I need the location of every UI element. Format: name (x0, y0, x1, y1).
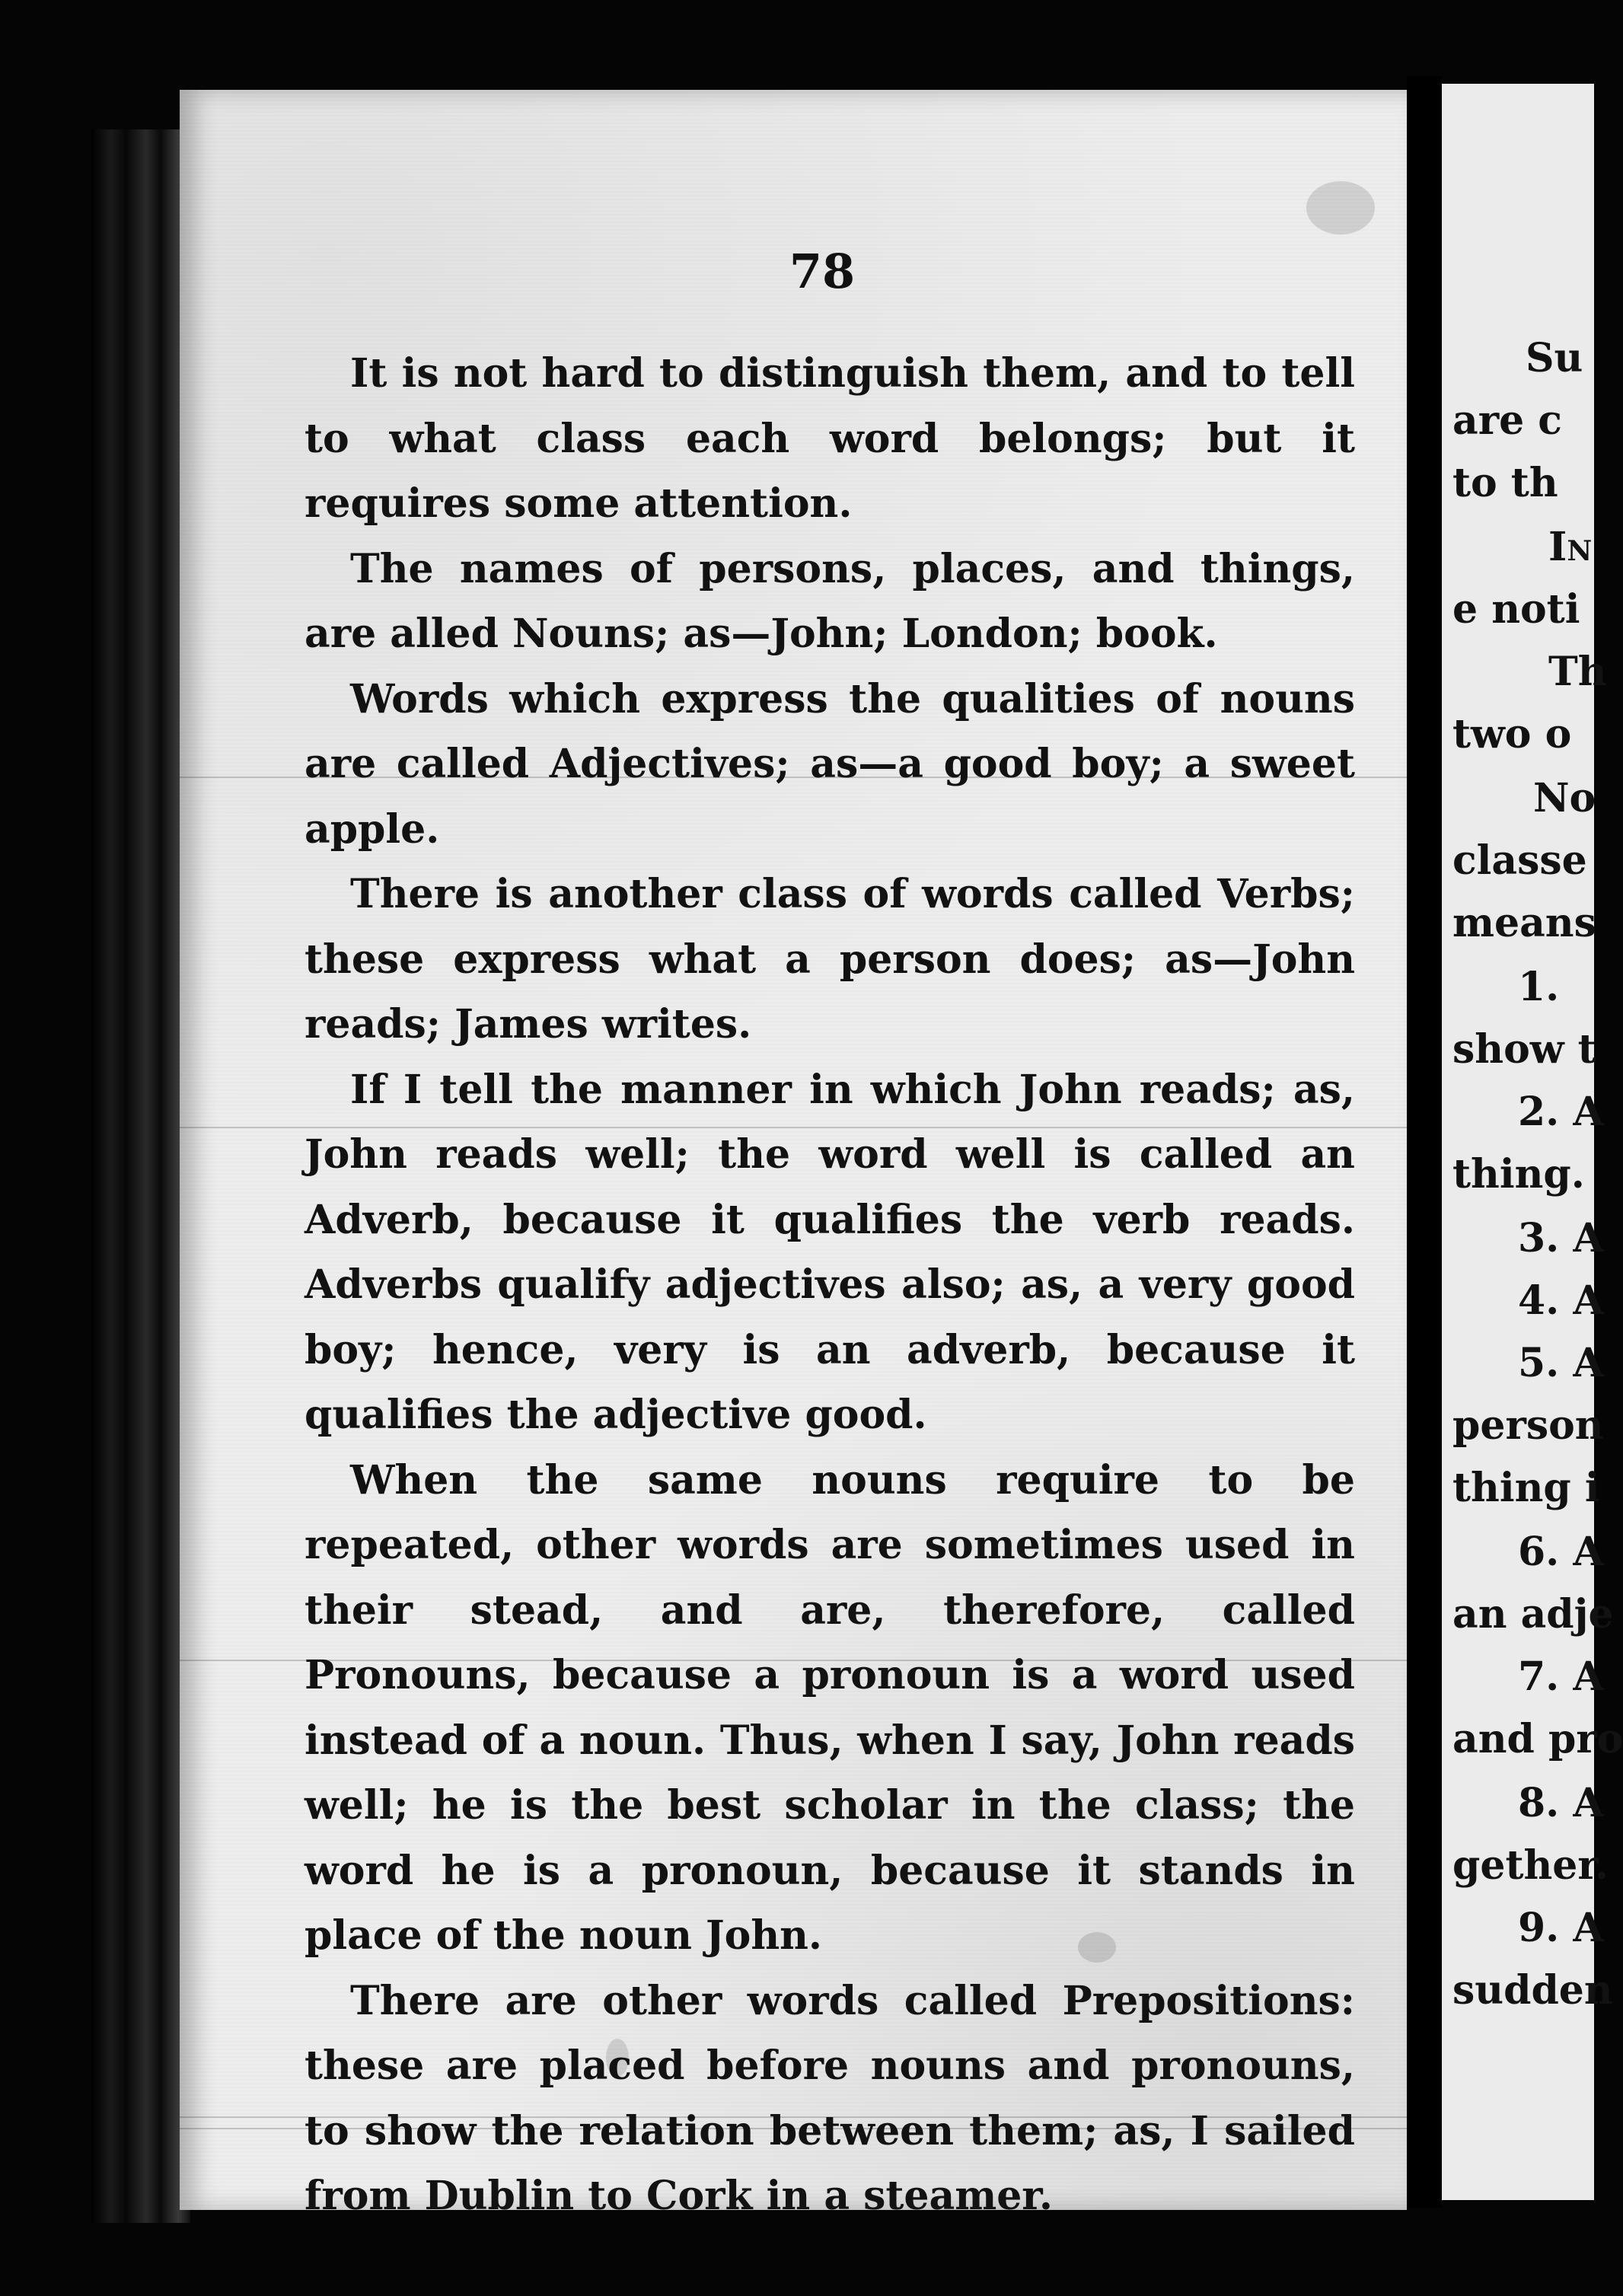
right-page-line: gether. (1452, 1842, 1609, 1889)
right-page-line: 5. A (1518, 1340, 1604, 1386)
right-page-line: and pro (1452, 1716, 1623, 1762)
right-page-line: 2. A (1518, 1089, 1604, 1135)
page-body-text (305, 341, 1355, 2229)
right-page-line: thing. (1452, 1151, 1585, 1197)
right-page-line: thing i (1452, 1465, 1600, 1511)
paragraph: There is another class of words called Verbs; these express what a person does; as—John reads; James writes. (305, 871, 1355, 1048)
paragraph: If I tell the manner in which John reads; as, John reads well; the word well is called an Adverb, because it qualifies the verb reads. Adverbs qualify adjectives also; as, a very good boy; hence, very is an adverb, because it qualifies the adjective good. (305, 1066, 1355, 1438)
book-binding (91, 129, 190, 2223)
right-page-partial (1442, 84, 1623, 2200)
page-number: 78 (789, 244, 856, 299)
right-page-line: Su (1526, 335, 1583, 381)
right-page-line: 8. A (1518, 1780, 1604, 1826)
right-page-line: Th (1548, 649, 1607, 695)
right-page-line: means (1452, 900, 1596, 946)
right-page-line: 4. A (1518, 1277, 1604, 1324)
right-page-line: person (1452, 1402, 1604, 1449)
right-page-line: classe (1452, 837, 1587, 884)
right-page-line: 7. A (1518, 1653, 1604, 1700)
right-page-line: 6. A (1518, 1529, 1604, 1575)
right-page-line: are c (1452, 397, 1562, 444)
right-page-line: show t (1452, 1026, 1596, 1073)
right-page-line: to th (1452, 460, 1558, 506)
paragraph: When the same nouns require to be repeated, other words are sometimes used in their stead, and are, therefore, called Pronouns, because a pronoun is a word used instead of a noun. Thus, when I say, John reads well; he is the best scholar in the class; the word he is a pronoun, because it stands in place of the noun John. (305, 1456, 1355, 1959)
right-page-line: 3. A (1518, 1215, 1604, 1261)
page-gutter (1407, 76, 1442, 2208)
right-page-line: sudden (1452, 1967, 1613, 2014)
paragraph: The names of persons, places, and things, are alled Nouns; as—John; London; book. (305, 545, 1355, 657)
right-page-line: No (1533, 775, 1596, 821)
paragraph: Words which express the qualities of nouns are called Adjectives; as—a good boy; a sweet apple. (305, 675, 1355, 853)
paragraph: There are other words called Prepositions: these are placed before nouns and pronouns, to show the relation between them; as, I sailed from Dublin to Cork in a steamer. (305, 1977, 1355, 2219)
right-page-line: two o (1452, 711, 1572, 757)
right-page-line: 1. (1518, 964, 1560, 1010)
right-page-line: e noti (1452, 586, 1580, 633)
right-page-line: 9. A (1518, 1905, 1604, 1951)
right-page-line: an adje (1452, 1591, 1614, 1637)
paragraph: It is not hard to distinguish them, and to tell to what class each word belongs; but it requires some attention. (305, 350, 1355, 527)
right-page-line: In (1548, 524, 1593, 570)
